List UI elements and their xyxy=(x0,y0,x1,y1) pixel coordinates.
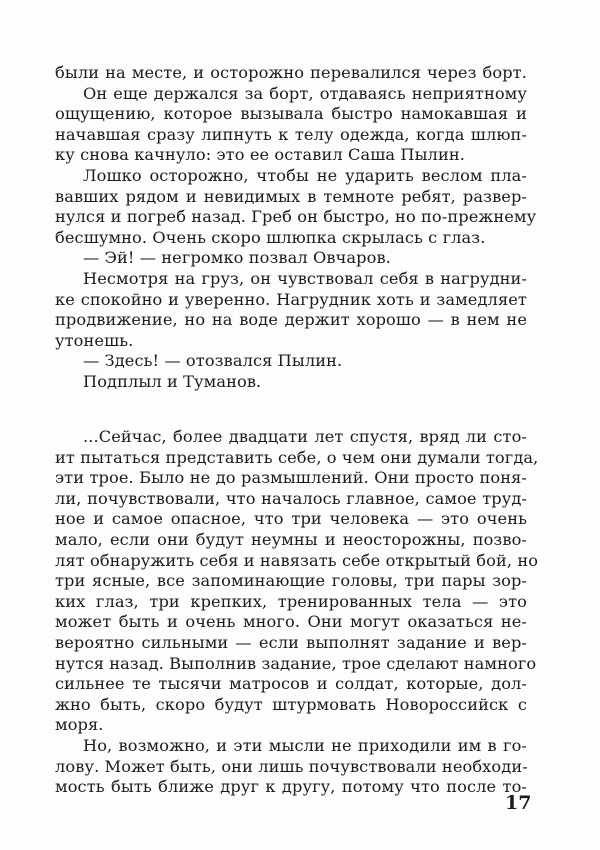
text-line: вавших рядом и невидимых в темноте ребят, развер- xyxy=(55,186,527,206)
text-line: жно быть, скоро будут штурмовать Новороссийск с xyxy=(55,694,527,714)
text-line: ли, почувствовали, что началось главное, самое труд- xyxy=(55,488,527,508)
text-line: моря. xyxy=(55,715,104,735)
text-line: нутся назад. Выполнив задание, трое сделают намного xyxy=(55,653,537,673)
text-line: Подплыл и Туманов. xyxy=(83,371,262,391)
text-line: ощущению, которое вызывала быстро намокавшая и xyxy=(55,104,527,124)
text-line: нулся и погреб назад. Греб он быстро, но по-прежнему xyxy=(55,207,537,227)
text-line: может быть и очень много. Они могут оказаться не- xyxy=(55,612,527,632)
text-line: эти трое. Было не до размышлений. Они просто поня- xyxy=(55,468,527,488)
text-line: были на месте, и осторожно перевалился через борт. xyxy=(55,63,527,82)
text-line: ...Сейчас, более двадцати лет спустя, вряд ли сто- xyxy=(83,427,527,446)
text-line: Несмотря на груз, он чувствовал себя в нагрудни- xyxy=(83,268,527,288)
text-line: лову. Может быть, они лишь почувствовали необходи- xyxy=(55,756,528,776)
text-line: три ясные, все запоминающие головы, три пары зор- xyxy=(55,571,527,591)
text-line: ких глаз, три крепких, тренированных тела — это xyxy=(55,591,527,611)
text-line: ку снова качнуло: это ее оставил Саша Пылин. xyxy=(55,145,465,165)
text-line: сильнее те тысячи матросов и солдат, которые, дол- xyxy=(55,674,527,694)
text-line: Лошко осторожно, чтобы не ударить веслом пла- xyxy=(83,165,527,185)
text-line: — Эй! — негромко позвал Овчаров. xyxy=(83,248,391,268)
text-line: ке спокойно и уверенно. Нагрудник хоть и замедляет xyxy=(55,289,527,309)
text-line: Но, возможно, и эти мысли не приходили им в го- xyxy=(83,735,527,755)
text-line: продвижение, но на воде держит хорошо — в нем не xyxy=(55,310,527,330)
text-line: мость быть ближе друг к другу, потому что после то- xyxy=(55,777,527,797)
text-line: Он еще держался за борт, отдаваясь неприятному xyxy=(83,83,527,103)
page-number: 17 xyxy=(505,792,532,814)
text-line: лят обнаружить себя и навязать себе открытый бой, но xyxy=(55,550,539,570)
text-line: вероятно сильными — если выполнят задание и вер- xyxy=(55,632,527,652)
text-line: ное и самое опасное, что три человека — это очень xyxy=(55,509,527,529)
text-line: начавшая сразу липнуть к телу одежда, когда шлюп- xyxy=(55,124,527,144)
text-line: ит пытаться представить себе, о чем они думали тогда, xyxy=(55,447,539,467)
text-line: — Здесь! — отозвался Пылин. xyxy=(83,351,343,371)
text-section-1 xyxy=(55,63,537,393)
text-line: утонешь. xyxy=(55,330,134,350)
text-line: бесшумно. Очень скоро шлюпка скрылась с глаз. xyxy=(55,227,486,247)
text-line: мало, если они будут неумны и неосторожны, позво- xyxy=(55,529,527,549)
text-section-2 xyxy=(55,427,539,798)
